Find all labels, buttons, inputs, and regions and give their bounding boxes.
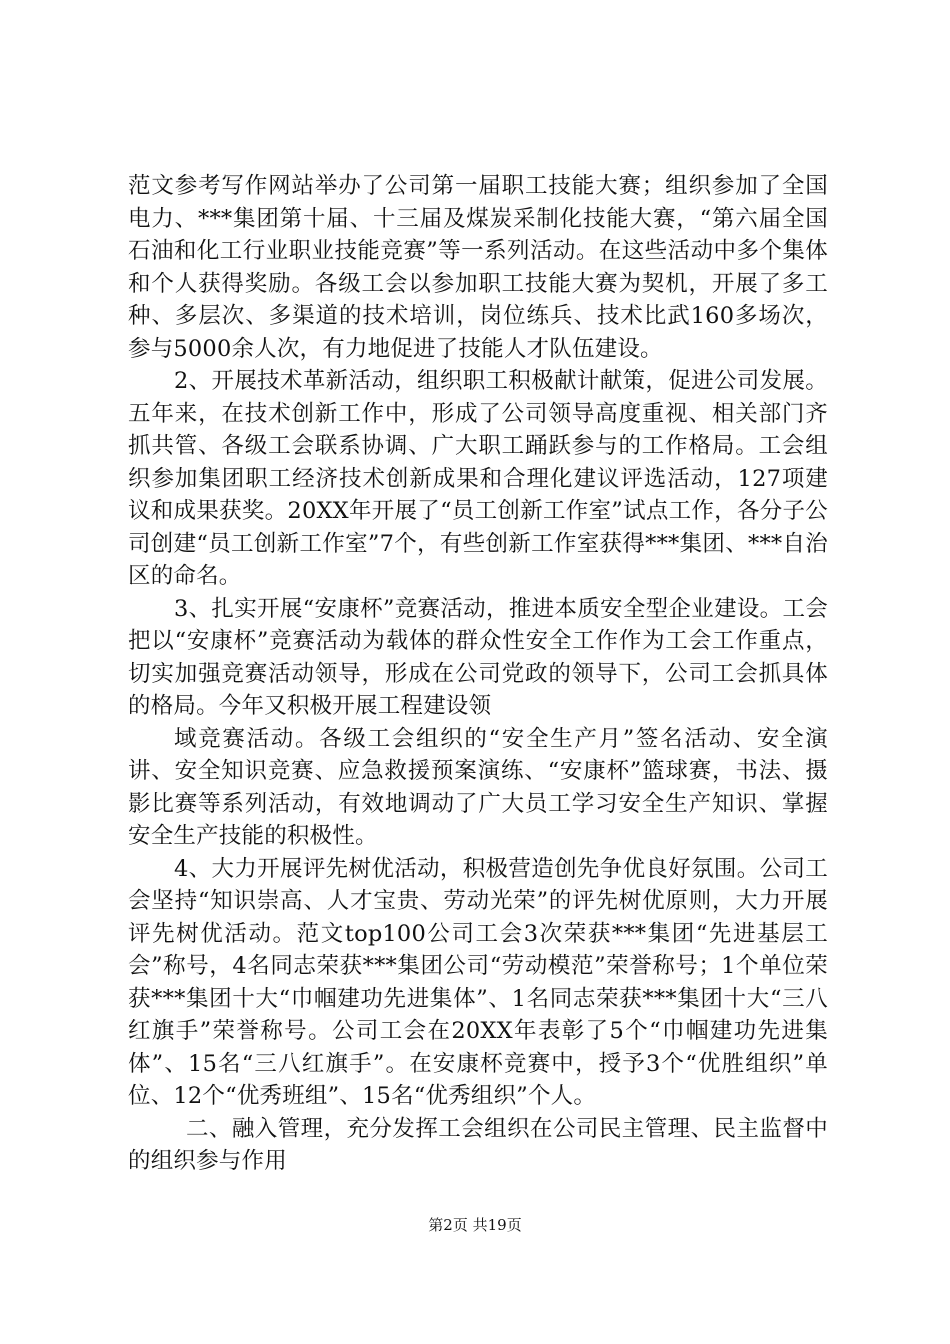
paragraph-awards: 4、大力开展评先树优活动，积极营造创先争优良好氛围。公司工会坚持“知识崇高、人才宝贵、劳动光荣”的评先树优原则，大力开展评先树优活动。范文top100公司工会3次荣获***集团“先进基层工会”称号，4名同志荣获***集团公司“劳动模范”荣誉称号；1个单位荣获***集团十大“巾帼建功先进集体”、1名同志荣获***集团十大“三八红旗手”荣誉称号。公司工会在20XX年表彰了5个“巾帼建功先进集体”、15名“三八红旗手”。在安康杯竞赛中，授予3个“优胜组织”单位、12个“优秀班组”、15名“优秀组织”个人。 (128, 855, 828, 1109)
paragraph-skills-competition: 范文参考写作网站举办了公司第一届职工技能大赛；组织参加了全国电力、***集团第十届、十三届及煤炭采制化技能大赛，“第六届全国石油和化工行业职业技能竞赛”等一系列活动。在这些活动中多个集体和个人获得奖励。各级工会以参加职工技能大赛为契机，开展了多工种、多层次、多渠道的技术培训，岗位练兵、技术比武160多场次，参与5000余人次，有力地促进了技能人才队伍建设。 (128, 173, 828, 362)
document-body (128, 170, 828, 1178)
section-heading-management: 二、融入管理，充分发挥工会组织在公司民主管理、民主监督中的组织参与作用 (128, 1115, 828, 1174)
page-number-footer: 第2页 共19页 (428, 1216, 522, 1234)
paragraph-ankang-cup: 3、扎实开展“安康杯”竞赛活动，推进本质安全型企业建设。工会把以“安康杯”竞赛活动为载体的群众性安全工作作为工会工作重点，切实加强竞赛活动领导，形成在公司党政的领导下，公司工会抓具体的格局。今年又积极开展工程建设领 (128, 595, 828, 719)
paragraph-safety-activities: 域竞赛活动。各级工会组织的“安全生产月”签名活动、安全演讲、安全知识竞赛、应急救援预案演练、“安康杯”篮球赛，书法、摄影比赛等系列活动，有效地调动了广大员工学习安全生产知识、掌握安全生产技能的积极性。 (128, 725, 828, 849)
paragraph-tech-innovation: 2、开展技术革新活动，组织职工积极献计献策，促进公司发展。五年来，在技术创新工作中，形成了公司领导高度重视、相关部门齐抓共管、各级工会联系协调、广大职工踊跃参与的工作格局。工会组织参加集团职工经济技术创新成果和合理化建议评选活动，127项建议和成果获奖。20XX年开展了“员工创新工作室”试点工作，各分子公司创建“员工创新工作室”7个，有些创新工作室获得***集团、***自治区的命名。 (128, 368, 828, 589)
